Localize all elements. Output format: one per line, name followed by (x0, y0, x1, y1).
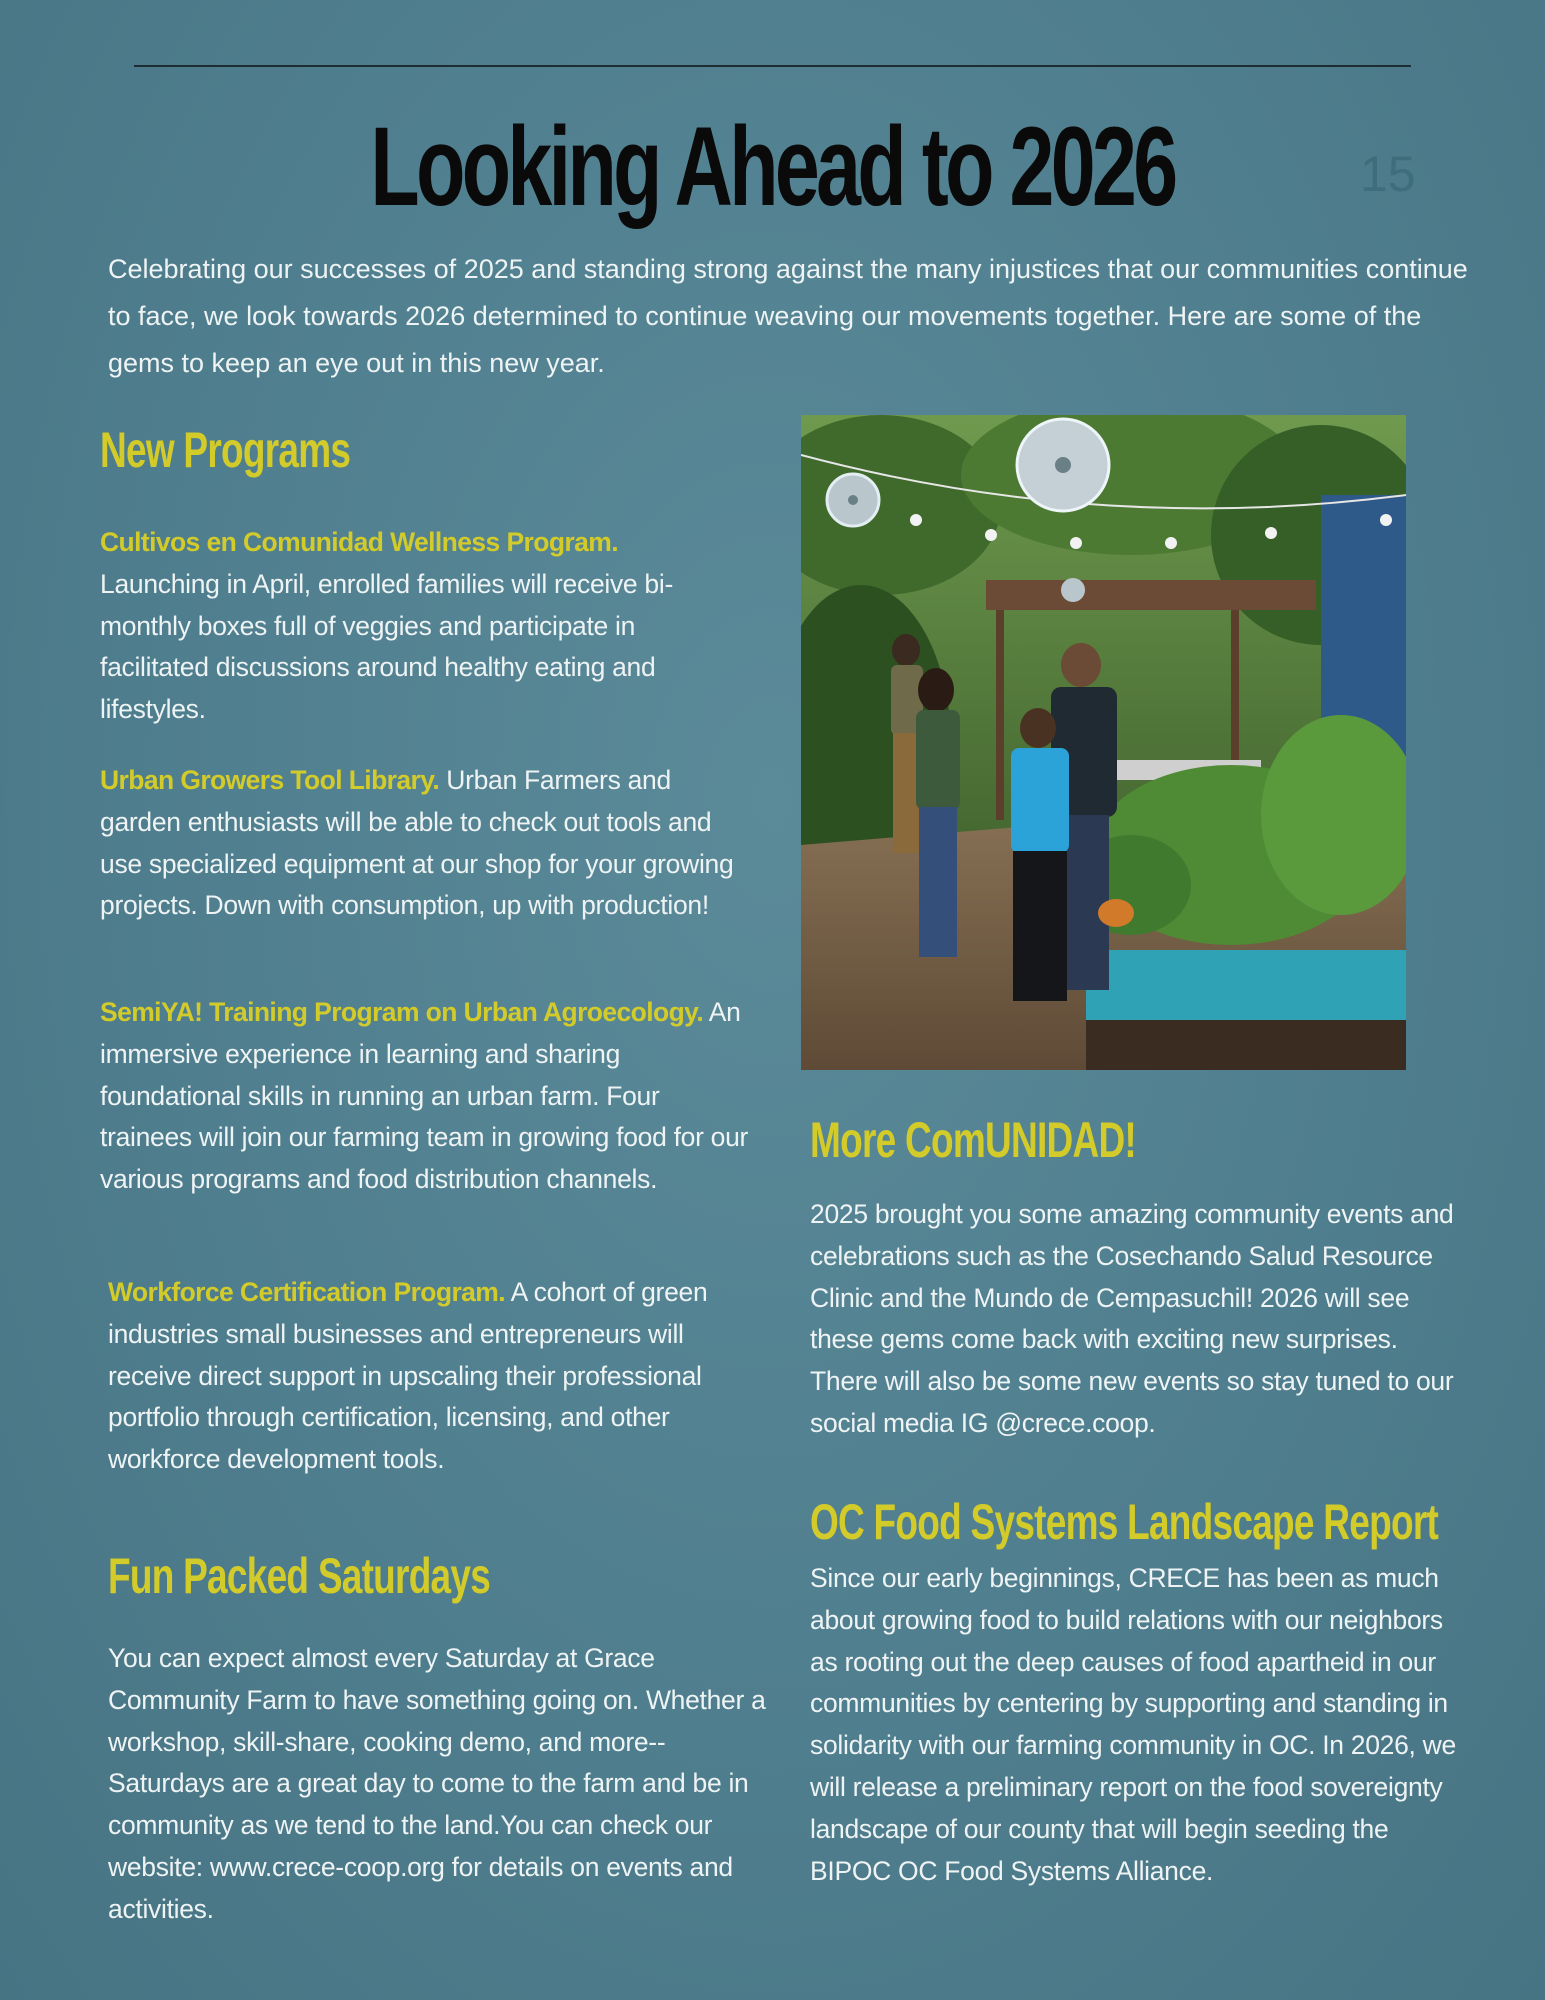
program-title-wellness: Cultivos en Comunidad Wellness Program. (100, 527, 618, 557)
fun-saturdays-heading: Fun Packed Saturdays (108, 1548, 491, 1604)
oc-report-body: Since our early beginnings, CRECE has been as much about growing food to build relations with our neighbors as rooting out the deep causes of food apartheid in our communities by centering by supporting and standing in solidarity with our farming community in OC. In 2026, we will release a preliminary report on the food sovereignty landscape of our county that will begin seeding the BIPOC OC Food Systems Alliance. (810, 1563, 1456, 1886)
oc-report-heading: OC Food Systems Landscape Report (810, 1494, 1439, 1550)
garden-photo (801, 415, 1406, 1070)
program-title-semiya: SemiYA! Training Program on Urban Agroecology. (100, 997, 704, 1027)
program-item-wellness (100, 522, 740, 731)
program-item-semiya (100, 992, 750, 1201)
page-title: Looking Ahead to 2026 (370, 104, 1175, 229)
more-comunidad-body: 2025 brought you some amazing community events and celebrations such as the Cosechando Salud Resource Clinic and the Mundo de Cempasuchil! 2026 will see these gems come back with exciting new surprises. There will also be some new events so stay tuned to our social media IG @crece.coop. (810, 1199, 1454, 1438)
garden-photo-illustration (801, 415, 1406, 1070)
fun-saturdays-body: You can expect almost every Saturday at Grace Community Farm to have something going on. Whether a workshop, skill-share, cooking demo, and more-- Saturdays are a great day to come to the farm and be in community as we tend to the land.You can check our website: www.crece-coop.org for details on events and activities. (108, 1643, 766, 1924)
program-body-wellness: Launching in April, enrolled families will receive bi-monthly boxes full of veggies and participate in facilitated discussions around healthy eating and lifestyles. (100, 568, 673, 725)
program-title-workforce: Workforce Certification Program. (108, 1277, 506, 1307)
program-title-tool-library: Urban Growers Tool Library. (100, 765, 440, 795)
top-divider (134, 65, 1411, 67)
new-programs-heading: New Programs (100, 422, 351, 478)
program-body-semiya: An immersive experience in learning and sharing foundational skills in running an urban farm. Four trainees will join our farming team in growing food for our various programs and food distribution channels. (100, 997, 749, 1195)
page-number: 15 (1360, 146, 1416, 202)
program-item-tool-library (100, 760, 740, 927)
intro-paragraph: Celebrating our successes of 2025 and standing strong against the many injustices that our communities continue to face, we look towards 2026 determined to continue weaving our movements together. Here are some of the gems to keep an eye out in this new year. (108, 254, 1468, 378)
program-body-tool-library: Urban Farmers and garden enthusiasts will be able to check out tools and use specialized equipment at our shop for your growing projects. Down with consumption, up with production! (100, 765, 734, 921)
program-item-workforce (108, 1272, 768, 1481)
more-comunidad-heading: More ComUNIDAD! (810, 1112, 1137, 1168)
program-body-workforce: A cohort of green industries small businesses and entrepreneurs will receive direct support in upscaling their professional portfolio through certification, licensing, and other workforce development tools. (108, 1277, 708, 1475)
